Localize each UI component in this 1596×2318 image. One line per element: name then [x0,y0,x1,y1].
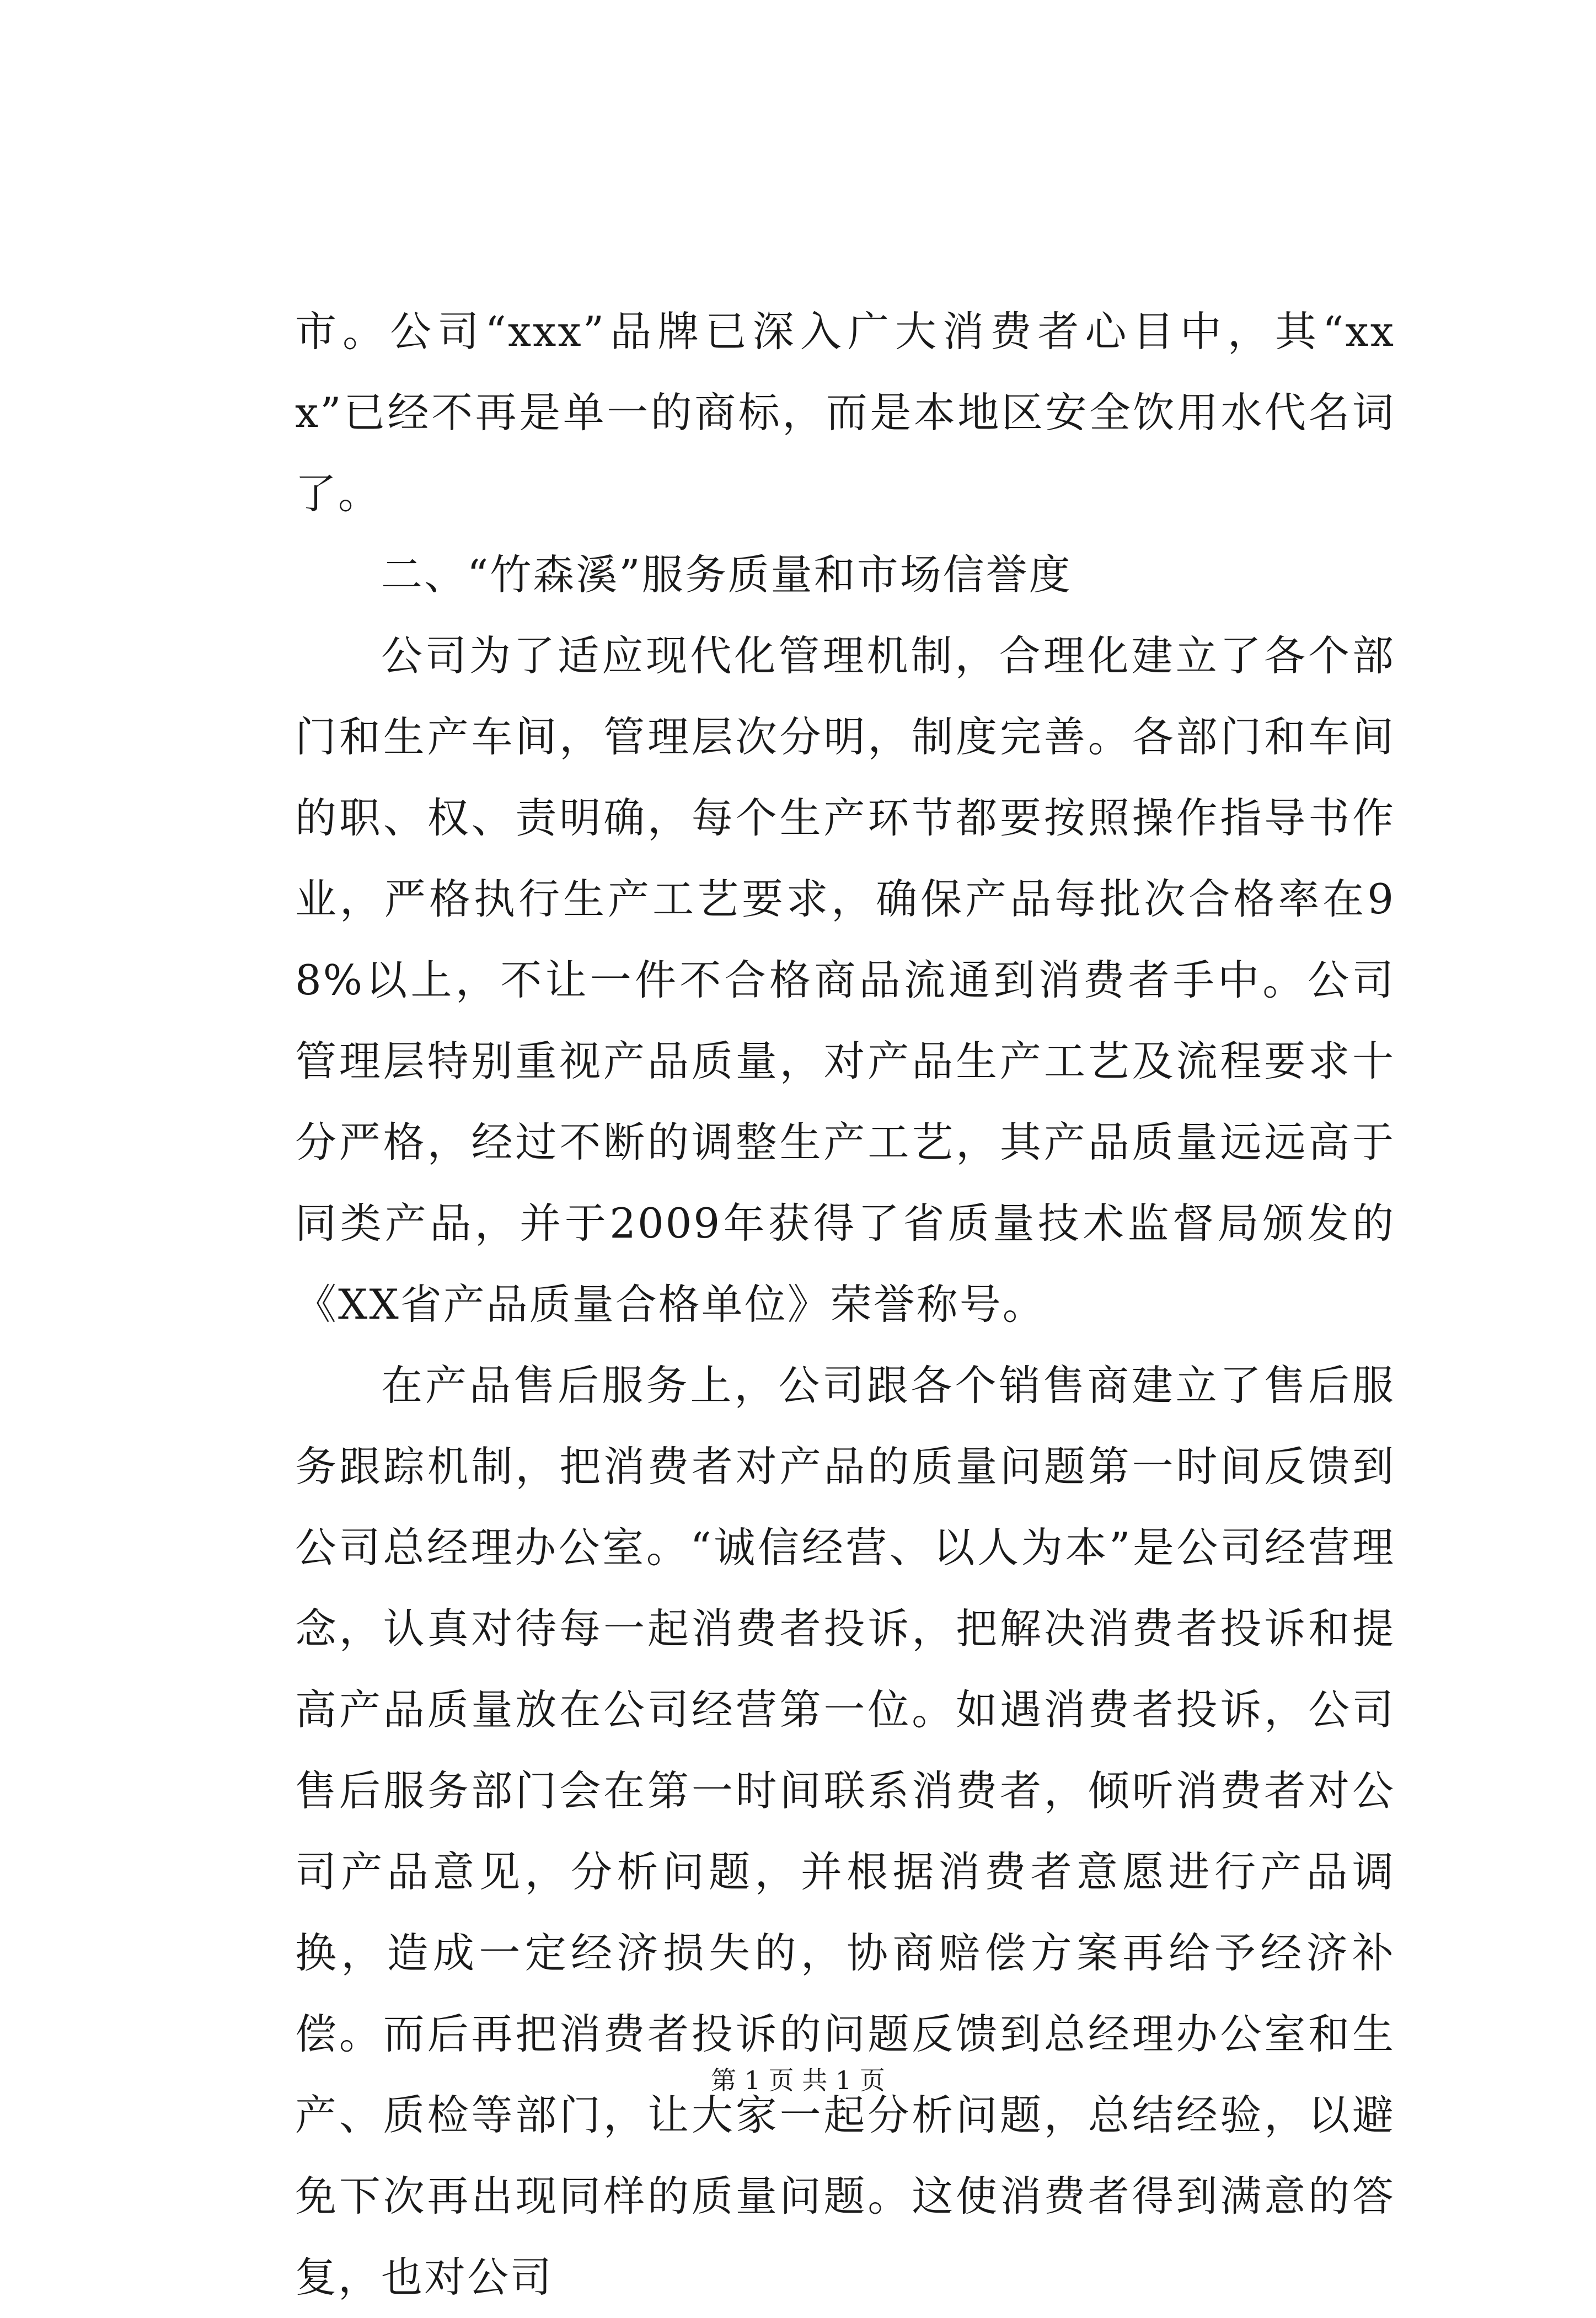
paragraph-quality-management: 公司为了适应现代化管理机制，合理化建立了各个部门和生产车间，管理层次分明，制度完善。各部门和车间的职、权、责明确，每个生产环节都要按照操作指导书作业，严格执行生产工艺要求，确保产品每批次合格率在98%以上，不让一件不合格商品流通到消费者手中。公司管理层特别重视产品质量，对产品生产工艺及流程要求十分严格，经过不断的调整生产工艺，其产品质量远远高于同类产品，并于2009年获得了省质量技术监督局颁发的《XX省产品质量合格单位》荣誉称号。 [295,631,1395,1329]
section-heading: 二、“竹森溪”服务质量和市场信誉度 [381,550,1072,599]
document-body [295,291,1395,2318]
page-number-footer: 第 1 页 共 1 页 [711,2065,885,2095]
paragraph-continued: 市。公司“xxx”品牌已深入广大消费者心目中，其“xxx”已经不再是单一的商标，而是本地区安全饮用水代名词了。 [295,307,1395,518]
paragraph-after-sales-service: 在产品售后服务上，公司跟各个销售商建立了售后服务跟踪机制，把消费者对产品的质量问题第一时间反馈到公司总经理办公室。“诚信经营、以人为本”是公司经营理念，认真对待每一起消费者投诉，把解决消费者投诉和提高产品质量放在公司经营第一位。如遇消费者投诉，公司售后服务部门会在第一时间联系消费者，倾听消费者对公司产品意见，分析问题，并根据消费者意愿进行产品调换，造成一定经济损失的，协商赔偿方案再给予经济补偿。而后再把消费者投诉的问题反馈到总经理办公室和生产、质检等部门，让大家一起分析问题，总结经验，以避免下次再出现同样的质量问题。这使消费者得到满意的答复，也对公司 [295,1361,1395,2301]
